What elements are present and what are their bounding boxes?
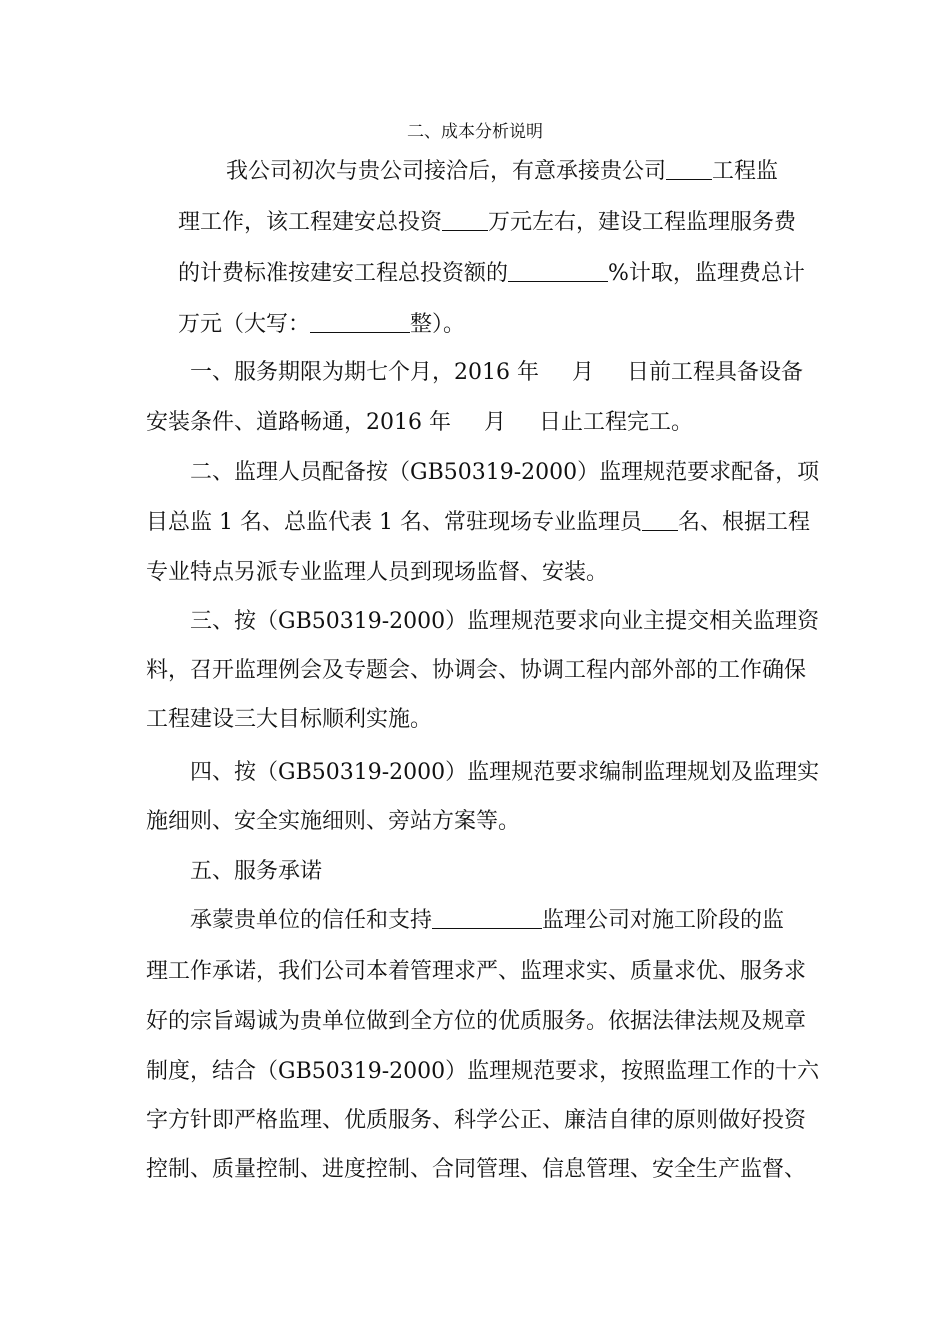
item5-text: 控制、质量控制、进度控制、合同管理、信息管理、安全生产监督、: [146, 1157, 807, 1182]
intro-text: 工程监: [712, 159, 779, 184]
item2-line-2: [146, 506, 810, 540]
item2-text: 目总监 1 名、总监代表 1 名、常驻现场专业监理员: [146, 510, 642, 535]
supervisor-count-blank[interactable]: [642, 508, 678, 531]
intro-text: 的计费标准按建安工程总投资额的: [178, 261, 509, 286]
project-name-blank[interactable]: [666, 157, 712, 180]
item3-line-1: [190, 605, 819, 639]
item3-text: 工程建设三大目标顺利实施。: [146, 707, 433, 732]
total-investment-blank[interactable]: [442, 208, 488, 231]
intro-line-2: [178, 206, 796, 240]
intro-text: 万元（大写：: [178, 312, 311, 337]
intro-line-3: [178, 257, 805, 291]
item5-text: 制度，结合（GB50319-2000）监理规范要求，按照监理工作的十六: [146, 1059, 820, 1084]
intro-text: 万元左右，建设工程监理服务费: [488, 210, 797, 235]
item1-text: 一、服务期限为期七个月，2016 年: [190, 360, 539, 385]
item3-text: 料，召开监理例会及专题会、协调会、协调工程内部外部的工作确保: [146, 658, 807, 683]
item5-heading-text: 五、服务承诺: [190, 859, 323, 884]
item5-line-3: [146, 1005, 806, 1039]
company-name-blank[interactable]: [432, 906, 542, 929]
item2-line-3: [146, 556, 608, 590]
fee-amount-words-blank[interactable]: [310, 310, 410, 333]
fee-rate-blank[interactable]: [508, 259, 608, 282]
item1-text: 日止工程完工。: [539, 410, 694, 435]
item4-text: 四、按（GB50319-2000）监理规范要求编制监理规划及监理实: [190, 760, 820, 785]
intro-text: 我公司初次与贵公司接洽后，有意承接贵公司: [226, 159, 667, 184]
intro-line-1: [226, 155, 778, 189]
item5-text: 好的宗旨竭诚为贵单位做到全方位的优质服务。依据法律法规及规章: [146, 1009, 807, 1034]
item3-text: 三、按（GB50319-2000）监理规范要求向业主提交相关监理资: [190, 609, 820, 634]
item2-text: 专业特点另派专业监理人员到现场监督、安装。: [146, 560, 609, 585]
item3-line-3: [146, 703, 432, 737]
month-label: 月: [483, 410, 506, 435]
intro-text: 整）。: [410, 312, 466, 337]
item3-line-2: [146, 654, 806, 688]
item5-line-1: [190, 904, 784, 938]
item5-text: 字方针即严格监理、优质服务、科学公正、廉洁自律的原则做好投资: [146, 1108, 807, 1133]
item1-text: 安装条件、道路畅通，2016 年: [146, 410, 451, 435]
item5-heading: [190, 855, 322, 889]
item5-text: 承蒙贵单位的信任和支持: [190, 908, 433, 933]
item5-line-2: [146, 955, 806, 989]
section-title: 二、成本分析说明: [407, 122, 543, 142]
item4-line-1: [190, 756, 819, 790]
intro-line-4: [178, 308, 465, 342]
item1-text: 日前工程具备设备: [627, 360, 804, 385]
item5-line-4: [146, 1055, 819, 1089]
month-label: 月: [571, 360, 594, 385]
item1-line-2: [146, 406, 693, 440]
item5-line-6: [146, 1153, 806, 1187]
item2-line-1: [190, 456, 819, 490]
intro-text: %计取，监理费总计: [608, 261, 805, 286]
item4-line-2: [146, 805, 520, 839]
item5-text: 监理公司对施工阶段的监: [542, 908, 785, 933]
item5-text: 理工作承诺，我们公司本着管理求严、监理求实、质量求优、服务求: [146, 959, 807, 984]
item2-text: 二、监理人员配备按（GB50319-2000）监理规范要求配备，项: [190, 460, 820, 485]
item2-text: 名、根据工程: [677, 510, 810, 535]
item5-line-5: [146, 1104, 806, 1138]
intro-text: 理工作，该工程建安总投资: [178, 210, 443, 235]
item1-line-1: [190, 356, 803, 390]
item4-text: 施细则、安全实施细则、旁站方案等。: [146, 809, 521, 834]
